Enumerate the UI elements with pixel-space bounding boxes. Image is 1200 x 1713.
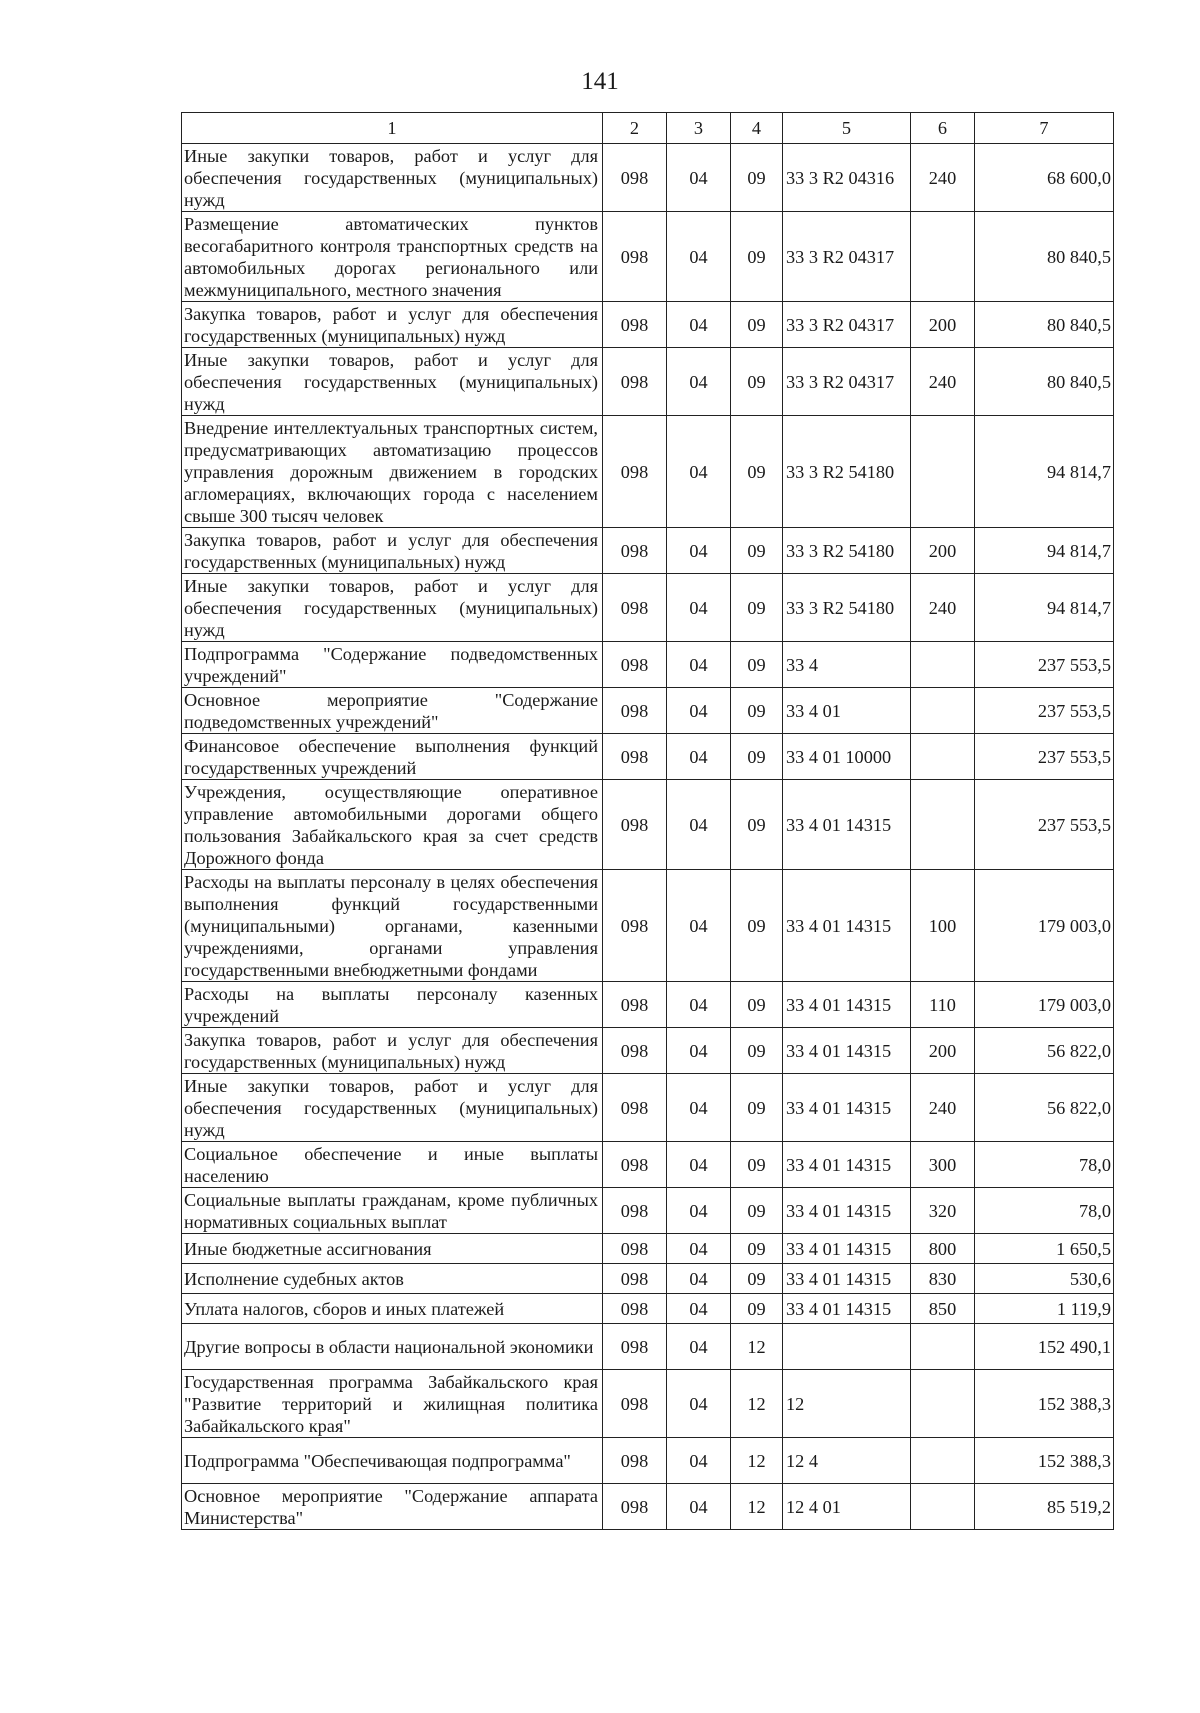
row-code-admin: 098 <box>603 302 667 348</box>
row-amount: 80 840,5 <box>975 302 1114 348</box>
row-amount: 530,6 <box>975 1264 1114 1294</box>
row-code-section: 04 <box>667 1028 731 1074</box>
row-code-target-article: 33 3 R2 04317 <box>783 302 911 348</box>
column-header: 6 <box>911 113 975 144</box>
row-amount: 68 600,0 <box>975 144 1114 212</box>
row-name: Закупка товаров, работ и услуг для обеспечения государственных (муниципальных) нужд <box>182 528 603 574</box>
row-amount: 94 814,7 <box>975 574 1114 642</box>
row-name: Иные бюджетные ассигнования <box>182 1234 603 1264</box>
row-code-admin: 098 <box>603 1142 667 1188</box>
row-amount: 94 814,7 <box>975 416 1114 528</box>
row-code-admin: 098 <box>603 1370 667 1438</box>
row-code-expense-type: 320 <box>911 1188 975 1234</box>
table-row <box>182 144 1114 212</box>
budget-table <box>181 112 1114 1530</box>
row-code-subsection: 09 <box>731 574 783 642</box>
row-code-admin: 098 <box>603 574 667 642</box>
row-code-subsection: 09 <box>731 1234 783 1264</box>
row-code-subsection: 09 <box>731 416 783 528</box>
row-code-expense-type: 800 <box>911 1234 975 1264</box>
row-name: Основное мероприятие "Содержание аппарата Министерства" <box>182 1484 603 1530</box>
row-code-section: 04 <box>667 416 731 528</box>
row-code-subsection: 09 <box>731 642 783 688</box>
row-amount: 1 119,9 <box>975 1294 1114 1324</box>
row-code-section: 04 <box>667 574 731 642</box>
row-code-section: 04 <box>667 1370 731 1438</box>
row-name: Подпрограмма "Содержание подведомственных учреждений" <box>182 642 603 688</box>
row-amount: 80 840,5 <box>975 348 1114 416</box>
column-header: 5 <box>783 113 911 144</box>
row-code-section: 04 <box>667 1484 731 1530</box>
row-code-section: 04 <box>667 302 731 348</box>
row-amount: 94 814,7 <box>975 528 1114 574</box>
row-code-target-article: 33 4 <box>783 642 911 688</box>
row-code-section: 04 <box>667 1142 731 1188</box>
row-amount: 152 388,3 <box>975 1370 1114 1438</box>
row-code-section: 04 <box>667 870 731 982</box>
row-code-subsection: 12 <box>731 1324 783 1370</box>
row-code-subsection: 09 <box>731 780 783 870</box>
row-code-section: 04 <box>667 688 731 734</box>
row-code-target-article: 33 4 01 14315 <box>783 1264 911 1294</box>
row-code-admin: 098 <box>603 870 667 982</box>
row-code-admin: 098 <box>603 780 667 870</box>
row-code-admin: 098 <box>603 642 667 688</box>
row-code-expense-type: 830 <box>911 1264 975 1294</box>
row-code-section: 04 <box>667 982 731 1028</box>
row-code-target-article: 33 4 01 14315 <box>783 1188 911 1234</box>
row-code-subsection: 09 <box>731 212 783 302</box>
table-row <box>182 780 1114 870</box>
row-code-expense-type <box>911 688 975 734</box>
row-code-admin: 098 <box>603 416 667 528</box>
row-code-target-article: 33 3 R2 54180 <box>783 574 911 642</box>
row-code-expense-type: 300 <box>911 1142 975 1188</box>
row-code-admin: 098 <box>603 1264 667 1294</box>
row-code-target-article: 33 3 R2 04317 <box>783 348 911 416</box>
table-row <box>182 1028 1114 1074</box>
row-code-target-article <box>783 1324 911 1370</box>
row-code-admin: 098 <box>603 688 667 734</box>
table-row <box>182 212 1114 302</box>
row-code-target-article: 12 4 01 <box>783 1484 911 1530</box>
row-code-target-article: 33 4 01 14315 <box>783 982 911 1028</box>
row-name: Иные закупки товаров, работ и услуг для обеспечения государственных (муниципальных) нужд <box>182 348 603 416</box>
row-code-expense-type <box>911 734 975 780</box>
table-row <box>182 1188 1114 1234</box>
column-header: 7 <box>975 113 1114 144</box>
row-code-section: 04 <box>667 1438 731 1484</box>
row-amount: 237 553,5 <box>975 642 1114 688</box>
row-code-section: 04 <box>667 1324 731 1370</box>
table-row <box>182 1264 1114 1294</box>
row-code-subsection: 09 <box>731 734 783 780</box>
row-code-target-article: 33 4 01 14315 <box>783 1234 911 1264</box>
row-code-expense-type <box>911 1370 975 1438</box>
page-number: 141 <box>581 68 619 95</box>
row-code-section: 04 <box>667 1074 731 1142</box>
row-code-admin: 098 <box>603 1438 667 1484</box>
row-amount: 179 003,0 <box>975 870 1114 982</box>
row-amount: 56 822,0 <box>975 1074 1114 1142</box>
row-code-subsection: 09 <box>731 1264 783 1294</box>
row-code-admin: 098 <box>603 348 667 416</box>
row-code-expense-type: 110 <box>911 982 975 1028</box>
row-code-target-article: 33 3 R2 54180 <box>783 528 911 574</box>
row-name: Расходы на выплаты персоналу в целях обеспечения выполнения функций государственными (муниципальными) органами, казенными учреждениями, органами управления государственными внебюджетными фондами <box>182 870 603 982</box>
row-code-subsection: 12 <box>731 1370 783 1438</box>
row-code-target-article: 33 4 01 14315 <box>783 1294 911 1324</box>
table-row <box>182 688 1114 734</box>
row-code-admin: 098 <box>603 212 667 302</box>
row-code-target-article: 33 4 01 14315 <box>783 1074 911 1142</box>
row-code-expense-type: 240 <box>911 1074 975 1142</box>
row-code-section: 04 <box>667 144 731 212</box>
table-row <box>182 982 1114 1028</box>
table-header-row <box>182 113 1114 144</box>
row-code-target-article: 33 4 01 10000 <box>783 734 911 780</box>
row-code-expense-type <box>911 212 975 302</box>
row-code-expense-type <box>911 1438 975 1484</box>
row-code-target-article: 33 4 01 14315 <box>783 780 911 870</box>
row-amount: 80 840,5 <box>975 212 1114 302</box>
row-name: Иные закупки товаров, работ и услуг для обеспечения государственных (муниципальных) нужд <box>182 1074 603 1142</box>
row-code-admin: 098 <box>603 1484 667 1530</box>
row-amount: 237 553,5 <box>975 688 1114 734</box>
table-row <box>182 1234 1114 1264</box>
row-code-expense-type: 100 <box>911 870 975 982</box>
row-code-target-article: 12 <box>783 1370 911 1438</box>
row-code-expense-type <box>911 1484 975 1530</box>
column-header: 2 <box>603 113 667 144</box>
row-code-section: 04 <box>667 1294 731 1324</box>
row-name: Государственная программа Забайкальского края "Развитие территорий и жилищная политика Забайкальского края" <box>182 1370 603 1438</box>
column-header: 1 <box>182 113 603 144</box>
row-code-subsection: 09 <box>731 1142 783 1188</box>
row-name: Расходы на выплаты персоналу казенных учреждений <box>182 982 603 1028</box>
row-name: Закупка товаров, работ и услуг для обеспечения государственных (муниципальных) нужд <box>182 302 603 348</box>
row-code-section: 04 <box>667 734 731 780</box>
row-amount: 85 519,2 <box>975 1484 1114 1530</box>
row-code-admin: 098 <box>603 734 667 780</box>
row-code-admin: 098 <box>603 1294 667 1324</box>
row-name: Иные закупки товаров, работ и услуг для обеспечения государственных (муниципальных) нужд <box>182 144 603 212</box>
row-name: Социальные выплаты гражданам, кроме публичных нормативных социальных выплат <box>182 1188 603 1234</box>
row-code-expense-type: 240 <box>911 144 975 212</box>
row-name: Иные закупки товаров, работ и услуг для обеспечения государственных (муниципальных) нужд <box>182 574 603 642</box>
table-row <box>182 734 1114 780</box>
row-name: Исполнение судебных актов <box>182 1264 603 1294</box>
table-row <box>182 1142 1114 1188</box>
row-code-target-article: 33 4 01 14315 <box>783 1142 911 1188</box>
row-code-subsection: 09 <box>731 688 783 734</box>
row-name: Закупка товаров, работ и услуг для обеспечения государственных (муниципальных) нужд <box>182 1028 603 1074</box>
row-code-admin: 098 <box>603 1234 667 1264</box>
row-code-expense-type: 200 <box>911 302 975 348</box>
row-code-admin: 098 <box>603 1074 667 1142</box>
table-row <box>182 1074 1114 1142</box>
row-amount: 78,0 <box>975 1188 1114 1234</box>
table-row <box>182 574 1114 642</box>
row-code-admin: 098 <box>603 528 667 574</box>
table-row <box>182 1370 1114 1438</box>
row-code-target-article: 33 4 01 14315 <box>783 1028 911 1074</box>
row-code-expense-type <box>911 780 975 870</box>
row-code-target-article: 33 3 R2 04317 <box>783 212 911 302</box>
table-row <box>182 528 1114 574</box>
row-code-section: 04 <box>667 642 731 688</box>
row-amount: 1 650,5 <box>975 1234 1114 1264</box>
row-code-subsection: 09 <box>731 528 783 574</box>
row-code-target-article: 33 4 01 14315 <box>783 870 911 982</box>
row-code-section: 04 <box>667 1264 731 1294</box>
table-row <box>182 870 1114 982</box>
row-code-subsection: 09 <box>731 1294 783 1324</box>
row-code-subsection: 09 <box>731 1028 783 1074</box>
table-row <box>182 302 1114 348</box>
table-row <box>182 1484 1114 1530</box>
row-code-target-article: 33 3 R2 04316 <box>783 144 911 212</box>
column-header: 4 <box>731 113 783 144</box>
row-code-admin: 098 <box>603 1188 667 1234</box>
row-code-subsection: 09 <box>731 1188 783 1234</box>
row-code-section: 04 <box>667 348 731 416</box>
row-amount: 152 490,1 <box>975 1324 1114 1370</box>
row-name: Учреждения, осуществляющие оперативное управление автомобильными дорогами общего пользования Забайкальского края за счет средств Дорожного фонда <box>182 780 603 870</box>
row-code-section: 04 <box>667 780 731 870</box>
row-amount: 78,0 <box>975 1142 1114 1188</box>
row-code-admin: 098 <box>603 982 667 1028</box>
table-row <box>182 1438 1114 1484</box>
column-header: 3 <box>667 113 731 144</box>
row-code-subsection: 09 <box>731 302 783 348</box>
row-code-expense-type: 850 <box>911 1294 975 1324</box>
row-code-section: 04 <box>667 1188 731 1234</box>
row-code-section: 04 <box>667 1234 731 1264</box>
row-code-section: 04 <box>667 212 731 302</box>
row-code-section: 04 <box>667 528 731 574</box>
row-code-subsection: 09 <box>731 870 783 982</box>
table-row <box>182 416 1114 528</box>
row-code-expense-type <box>911 642 975 688</box>
row-name: Уплата налогов, сборов и иных платежей <box>182 1294 603 1324</box>
row-code-admin: 098 <box>603 1324 667 1370</box>
row-code-subsection: 09 <box>731 1074 783 1142</box>
row-name: Финансовое обеспечение выполнения функций государственных учреждений <box>182 734 603 780</box>
row-amount: 152 388,3 <box>975 1438 1114 1484</box>
row-code-target-article: 33 3 R2 54180 <box>783 416 911 528</box>
row-code-expense-type: 240 <box>911 574 975 642</box>
row-amount: 179 003,0 <box>975 982 1114 1028</box>
row-name: Социальное обеспечение и иные выплаты населению <box>182 1142 603 1188</box>
row-code-expense-type <box>911 416 975 528</box>
row-amount: 237 553,5 <box>975 780 1114 870</box>
row-code-admin: 098 <box>603 144 667 212</box>
row-name: Другие вопросы в области национальной экономики <box>182 1324 603 1370</box>
row-code-target-article: 33 4 01 <box>783 688 911 734</box>
row-code-expense-type: 200 <box>911 528 975 574</box>
row-amount: 56 822,0 <box>975 1028 1114 1074</box>
row-code-subsection: 12 <box>731 1438 783 1484</box>
table-row <box>182 348 1114 416</box>
row-code-expense-type <box>911 1324 975 1370</box>
row-amount: 237 553,5 <box>975 734 1114 780</box>
table-row <box>182 642 1114 688</box>
row-code-subsection: 09 <box>731 144 783 212</box>
row-code-subsection: 09 <box>731 982 783 1028</box>
row-name: Размещение автоматических пунктов весогабаритного контроля транспортных средств на автомобильных дорогах регионального или межмуниципального, местного значения <box>182 212 603 302</box>
row-code-expense-type: 240 <box>911 348 975 416</box>
row-code-subsection: 12 <box>731 1484 783 1530</box>
table-row <box>182 1294 1114 1324</box>
row-code-expense-type: 200 <box>911 1028 975 1074</box>
row-name: Основное мероприятие "Содержание подведомственных учреждений" <box>182 688 603 734</box>
row-name: Подпрограмма "Обеспечивающая подпрограмма" <box>182 1438 603 1484</box>
row-code-target-article: 12 4 <box>783 1438 911 1484</box>
table-row <box>182 1324 1114 1370</box>
row-name: Внедрение интеллектуальных транспортных систем, предусматривающих автоматизацию процессов управления дорожным движением в городских агломерациях, включающих города с населением свыше 300 тысяч человек <box>182 416 603 528</box>
row-code-subsection: 09 <box>731 348 783 416</box>
row-code-admin: 098 <box>603 1028 667 1074</box>
